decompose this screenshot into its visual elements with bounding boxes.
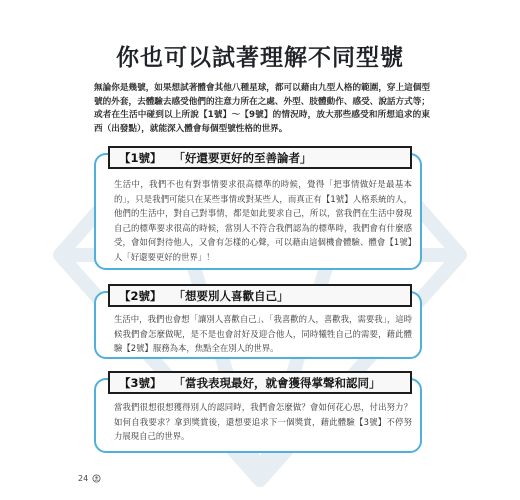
type-3-body: 當我們很想很想獲得別人的認同時，我們會怎麼做？會如何花心思，付出努力？如何自我要求？拿到獎賞後，還想要追求下一個獎賞，藉此體驗【3號】不停努力展現自己的世界。: [114, 402, 412, 441]
type-3-question: 「當我表現最好，就會獲得掌聲和認同」: [173, 375, 381, 390]
type-2-question: 「想要別人喜歡自己」: [173, 288, 289, 303]
type-1-body: 生活中，我們不也有對事情要求很高標準的時候，覺得「把事情做好是最基本的」，只是我們可能只在某些事情或對某些人，而真正有【1號】人格系統的人，他們的生活中，對自己對事情，都是如此要求自己，所以，當我們在生活中發現自己的標準要求很高的時候，當別人不符合我們認為的標準時，我們會有什麼感受，會如何對待他人，又會有怎樣的心聲，可以藉由這個機會體驗、體會【1號】人「好還要更好的世界」！: [114, 179, 412, 262]
type-2-number: 【2號】: [119, 288, 162, 303]
type-2-heading: [108, 284, 412, 307]
page-title: 你也可以試著理解不同型號: [116, 44, 404, 71]
type-1-question: 「好還要更好的至善論者」: [173, 150, 312, 165]
type-1-number: 【1號】: [119, 150, 162, 165]
type-3-card: [94, 375, 422, 453]
intro-paragraph: 無論你是幾號，如果想試著體會其他八種星球，都可以藉由九型人格的範圍，穿上這個型號的外套，去體驗去感受他們的注意力所在之處、外型、肢體動作、感受、說話方式等；或者在生活中碰到以上所說【1號】～【9號】的情況時，放大那些感受和所想追求的東西（出發點），就能深入體會每個型號性格的世界。: [94, 83, 430, 134]
type-2-body: 生活中，我們也會想「讓別人喜歡自己」、「我喜歡的人，喜歡我，需要我」，這時候我們會怎麼做呢，是不是也會討好及迎合他人，同時犧牲自己的需要，藉此體驗【2號】服務為本，焦點全在別人的世界。: [114, 314, 412, 353]
type-2-card: [94, 288, 422, 359]
page-footer: [78, 474, 101, 483]
type-1-heading: [108, 146, 412, 169]
page-number: 24: [78, 474, 89, 483]
publisher-logo-icon: [92, 474, 101, 483]
type-3-heading: [108, 371, 412, 394]
type-3-number: 【3號】: [119, 375, 162, 390]
type-1-card: [94, 150, 422, 270]
